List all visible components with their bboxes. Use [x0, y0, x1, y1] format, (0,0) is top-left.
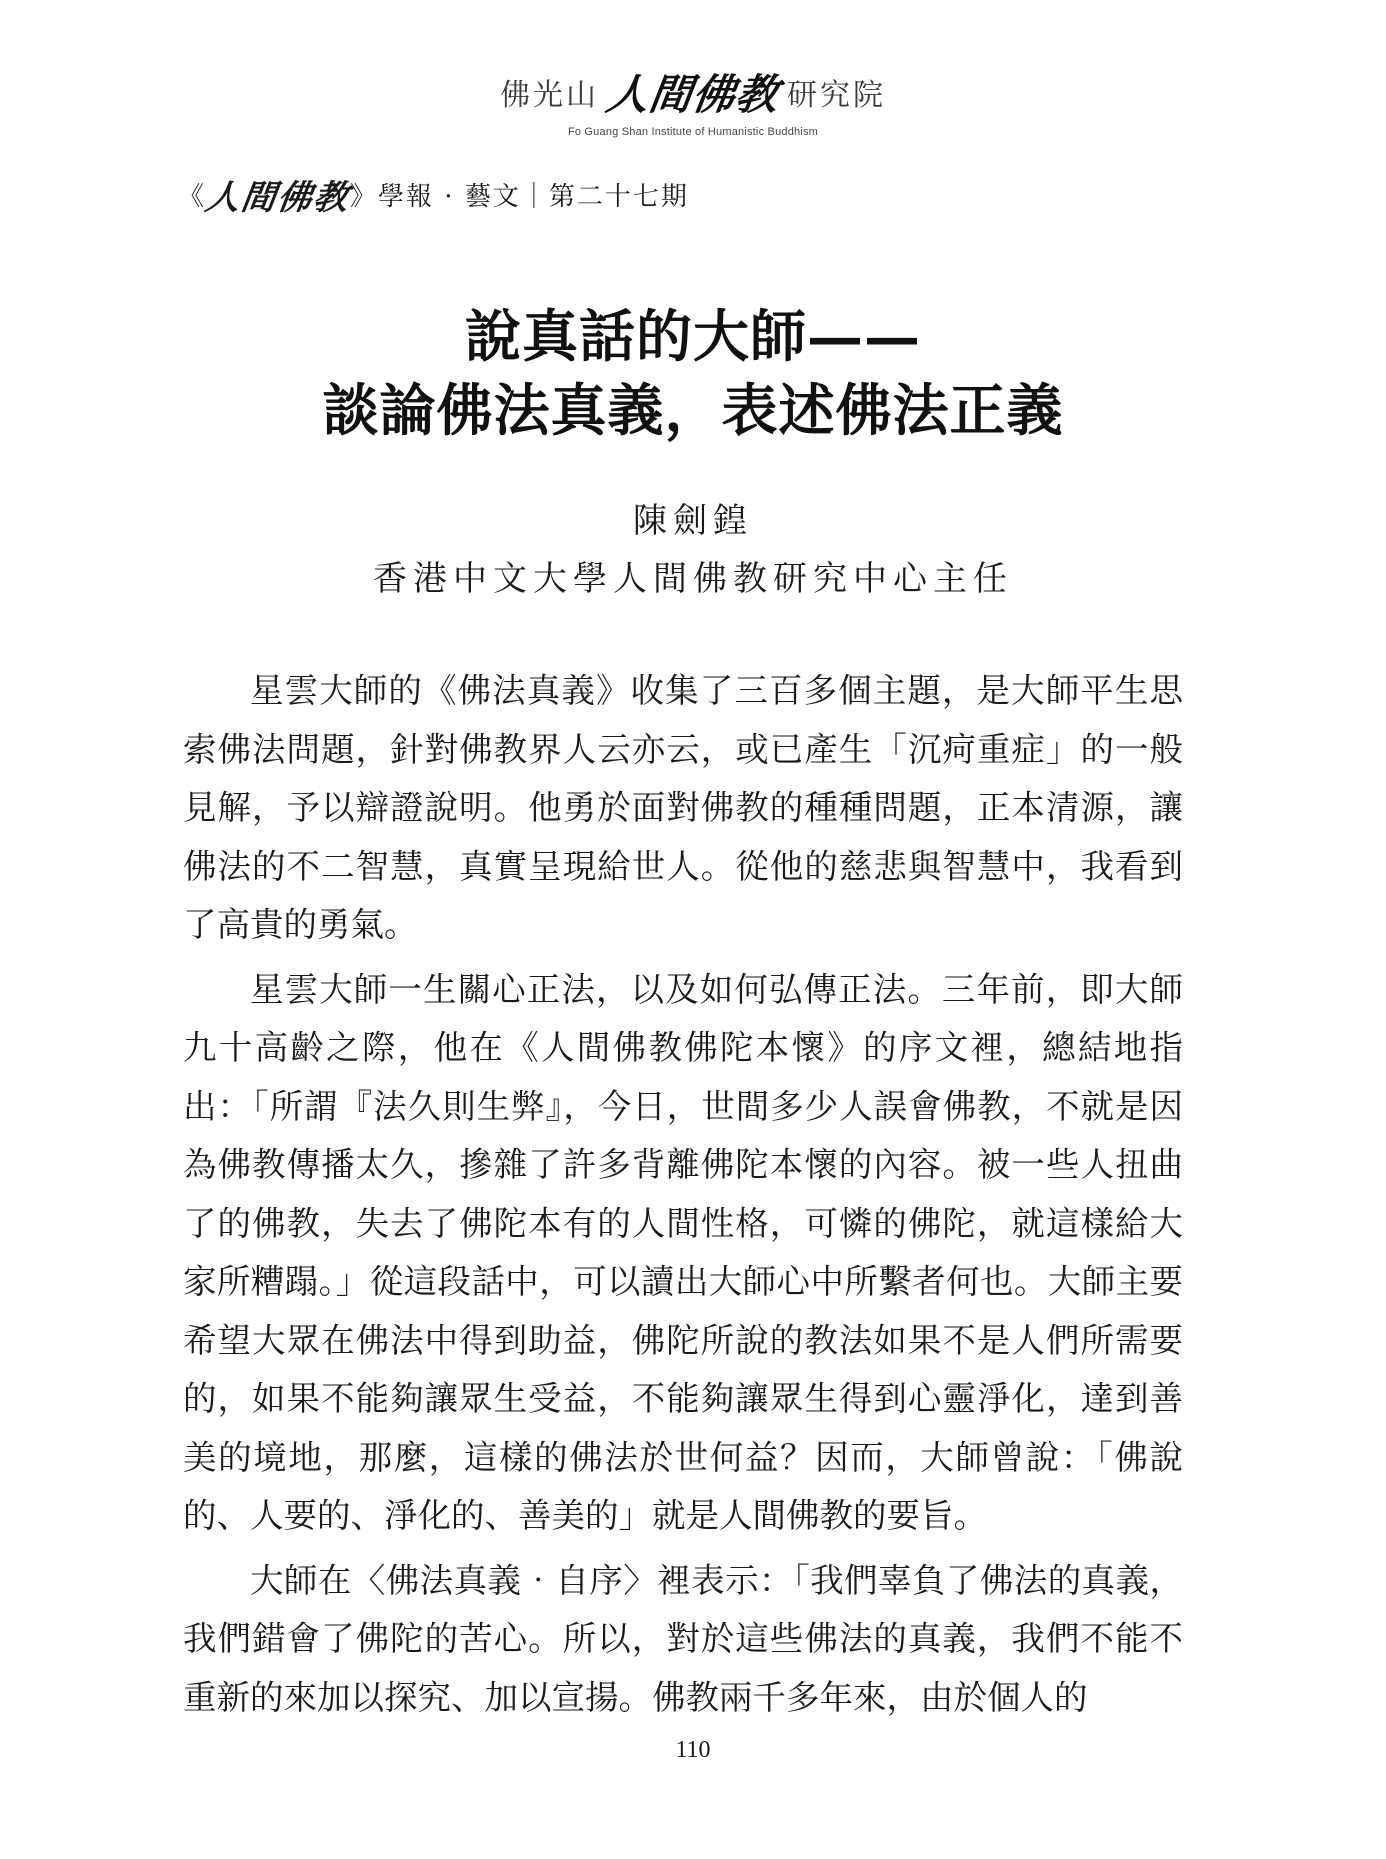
institute-logo: 人間佛教	[603, 70, 783, 119]
author-affiliation: 香港中文大學人間佛教研究中心主任	[373, 559, 1013, 599]
body-paragraph: 大師在〈佛法真義‧自序〉裡表示：「我們辜負了佛法的真義，我們錯會了佛陀的苦心。所以，對於這些佛法的真義，我們不能不重新的來加以探究、加以宣揚。佛教兩千多年來，由於個人的	[183, 1560, 1183, 1717]
journal-open-mark: 《	[178, 182, 207, 212]
institute-header	[0, 62, 1386, 138]
institute-suffix: 研究院	[787, 78, 886, 113]
institute-prefix: 佛光山	[499, 78, 599, 113]
article-body	[183, 662, 1183, 1733]
author-block	[0, 492, 1386, 608]
body-paragraph: 星雲大師一生關心正法，以及如何弘傳正法。三年前，即大師九十高齡之際，他在《人間佛教佛陀本懷》的序文裡，總結地指出：「所謂『法久則生弊』，今日，世間多少人誤會佛教，不就是因為佛教傳播太久，摻雜了許多背離佛陀本懷的內容。被一些人扭曲了的佛教，失去了佛陀本有的人間性格，可憐的佛陀，就這樣給大家所糟蹋。」從這段話中，可以讀出大師心中所繫者何也。大師主要希望大眾在佛法中得到助益，佛陀所說的教法如果不是人們所需要的，如果不能夠讓眾生受益，不能夠讓眾生得到心靈淨化，達到善美的境地，那麼，這樣的佛法於世何益？因而，大師曾說：「佛說的、人要的、淨化的、善美的」就是人間佛教的要旨。	[183, 969, 1183, 1535]
page-number: 110	[675, 1737, 711, 1763]
institute-name	[500, 62, 886, 122]
journal-running-head	[178, 170, 689, 219]
journal-issue: 學報 · 藝文｜第二十七期	[378, 182, 689, 212]
journal-logo: 人間佛教	[202, 178, 353, 218]
journal-close-mark: 》	[350, 182, 379, 212]
author-name: 陳劍鍠	[633, 501, 753, 541]
article-title-line-1: 說真話的大師——	[465, 304, 921, 370]
article-title	[0, 300, 1386, 448]
body-paragraph: 星雲大師的《佛法真義》收集了三百多個主題，是大師平生思索佛法問題，針對佛教界人云亦云，或已產生「沉疴重症」的一般見解，予以辯證說明。他勇於面對佛教的種種問題，正本清源，讓佛法的不二智慧，真實呈現給世人。從他的慈悲與智慧中，我看到了高貴的勇氣。	[183, 671, 1183, 944]
article-title-line-2: 談論佛法真義，表述佛法正義	[322, 378, 1064, 444]
institute-english-name: Fo Guang Shan Institute of Humanistic Buddhism	[567, 126, 819, 138]
